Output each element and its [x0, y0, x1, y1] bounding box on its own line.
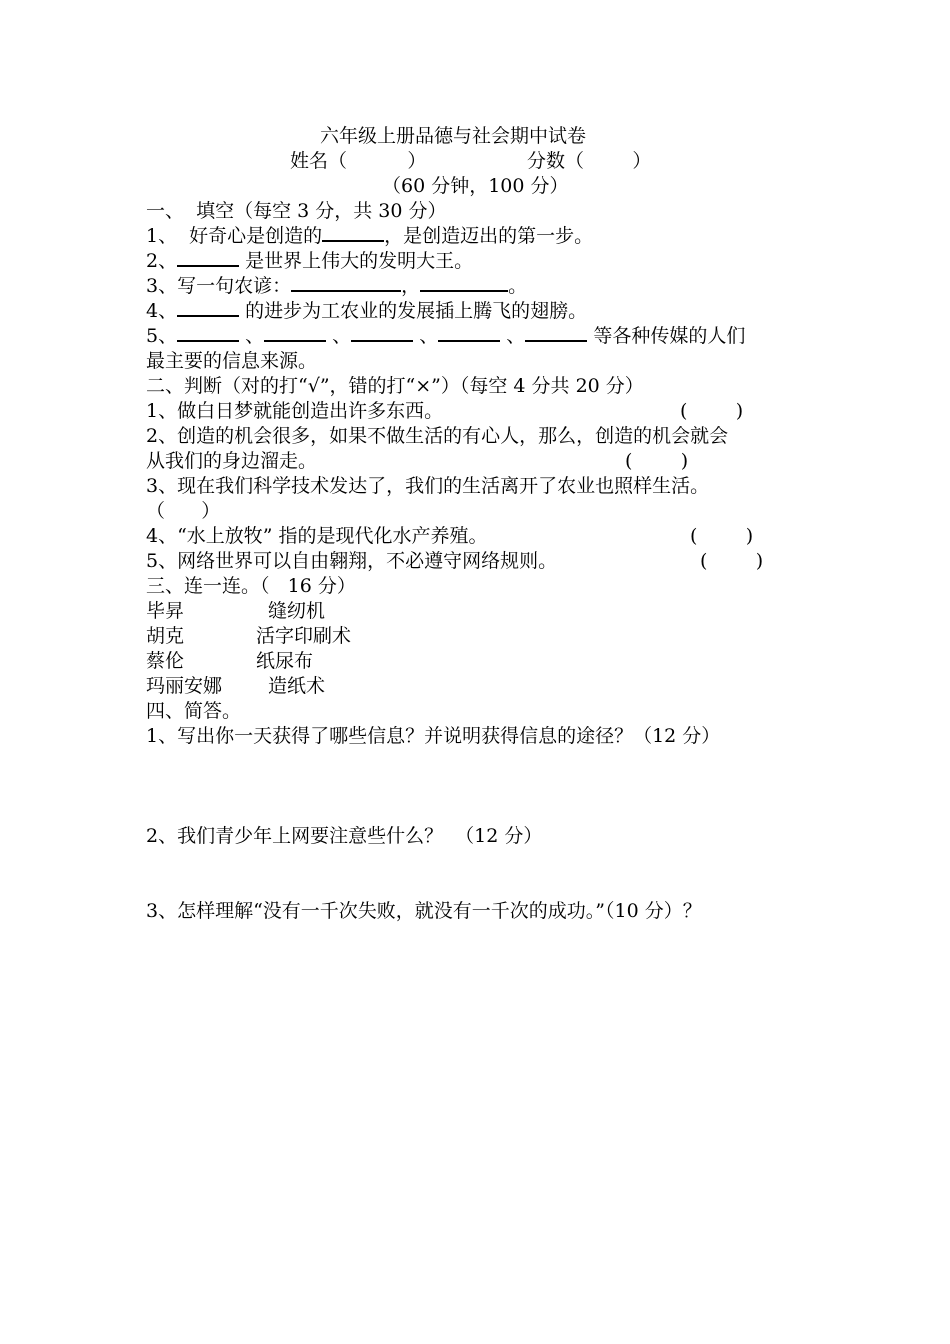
match-left-item: 玛丽安娜: [146, 675, 223, 697]
match-right-item: 活字印刷术: [256, 625, 352, 647]
q5-sep: 、: [326, 325, 352, 347]
judge-question-5: 5、网络世界可以自由翱翔，不必遵守网络规则。: [146, 550, 558, 572]
blank: [291, 274, 401, 292]
q5-sep: 、: [239, 325, 265, 347]
section-3-heading: 三、连一连。（ 16 分）: [146, 575, 356, 597]
q2-text-b: 是世界上伟大的发明大王。: [239, 250, 474, 272]
blank: [177, 324, 239, 342]
q1-text-b: ，是创造迈出的第一步。: [384, 225, 594, 247]
q2-text-a: 2、: [146, 250, 178, 272]
fill-question-2: [146, 249, 473, 273]
fill-question-5: [146, 324, 745, 348]
match-right-item: 造纸术: [268, 675, 326, 697]
judge-question-4: 4、“水上放牧” 指的是现代化水产养殖。: [146, 525, 488, 547]
judge-question-2: 2、创造的机会很多，如果不做生活的有心人，那么，创造的机会就会: [146, 425, 729, 447]
q3-text-c: 。: [508, 275, 528, 297]
q5-sep: 、: [500, 325, 526, 347]
section-2-heading: 二、判断（对的打“√”，错的打“×”）（每空 4 分共 20 分）: [146, 375, 644, 397]
blank: [420, 274, 508, 292]
exam-title: 六年级上册品德与社会期中试卷: [320, 125, 587, 147]
q3-text-a: 3、写一句农谚：: [146, 275, 292, 297]
match-left-item: 胡克: [146, 625, 185, 647]
blank: [264, 324, 326, 342]
blank: [351, 324, 413, 342]
match-right-item: 纸尿布: [256, 650, 314, 672]
answer-paren: ( ): [680, 400, 744, 422]
short-answer-question-2: 2、我们青少年上网要注意些什么？ （12 分）: [146, 825, 543, 847]
answer-paren: （ ）: [146, 500, 221, 522]
q4-text-b: 的进步为工农业的发展插上腾飞的翅膀。: [239, 300, 588, 322]
judge-question-3: 3、现在我们科学技术发达了，我们的生活离开了农业也照样生活。: [146, 475, 710, 497]
answer-paren: ( ): [690, 525, 754, 547]
section-1-heading: 一、 填空（每空 3 分，共 30 分）: [146, 200, 447, 222]
fill-question-4: [146, 299, 587, 323]
fill-question-5-cont: 最主要的信息来源。: [146, 350, 318, 372]
blank: [525, 324, 587, 342]
fill-question-3: [146, 274, 527, 298]
blank: [177, 249, 239, 267]
blank: [322, 224, 384, 242]
q3-text-b: ，: [401, 275, 421, 297]
answer-paren: ( ): [625, 450, 689, 472]
blank: [177, 299, 239, 317]
match-left-item: 毕昇: [146, 600, 185, 622]
answer-paren: ( ): [700, 550, 764, 572]
fill-question-1: [146, 224, 593, 248]
name-field: 姓名（ ）: [290, 150, 427, 172]
judge-question-1: 1、做白日梦就能创造出许多东西。: [146, 400, 444, 422]
section-4-heading: 四、简答。: [146, 700, 242, 722]
time-info: （60 分钟，100 分）: [382, 175, 569, 197]
q5-text-b: 等各种传媒的人们: [587, 325, 746, 347]
q5-sep: 、: [413, 325, 439, 347]
short-answer-question-3: 3、怎样理解“没有一千次失败，就没有一千次的成功。”（10 分）？: [146, 900, 702, 922]
match-left-item: 蔡伦: [146, 650, 185, 672]
q4-text-a: 4、: [146, 300, 178, 322]
score-field: 分数（ ）: [527, 150, 652, 172]
match-right-item: 缝纫机: [268, 600, 326, 622]
q1-text-a: 1、 好奇心是创造的: [146, 225, 323, 247]
judge-question-2-cont: 从我们的身边溜走。: [146, 450, 318, 472]
q5-text-a: 5、: [146, 325, 178, 347]
blank: [438, 324, 500, 342]
short-answer-question-1: 1、写出你一天获得了哪些信息？并说明获得信息的途径？（12 分）: [146, 725, 721, 747]
